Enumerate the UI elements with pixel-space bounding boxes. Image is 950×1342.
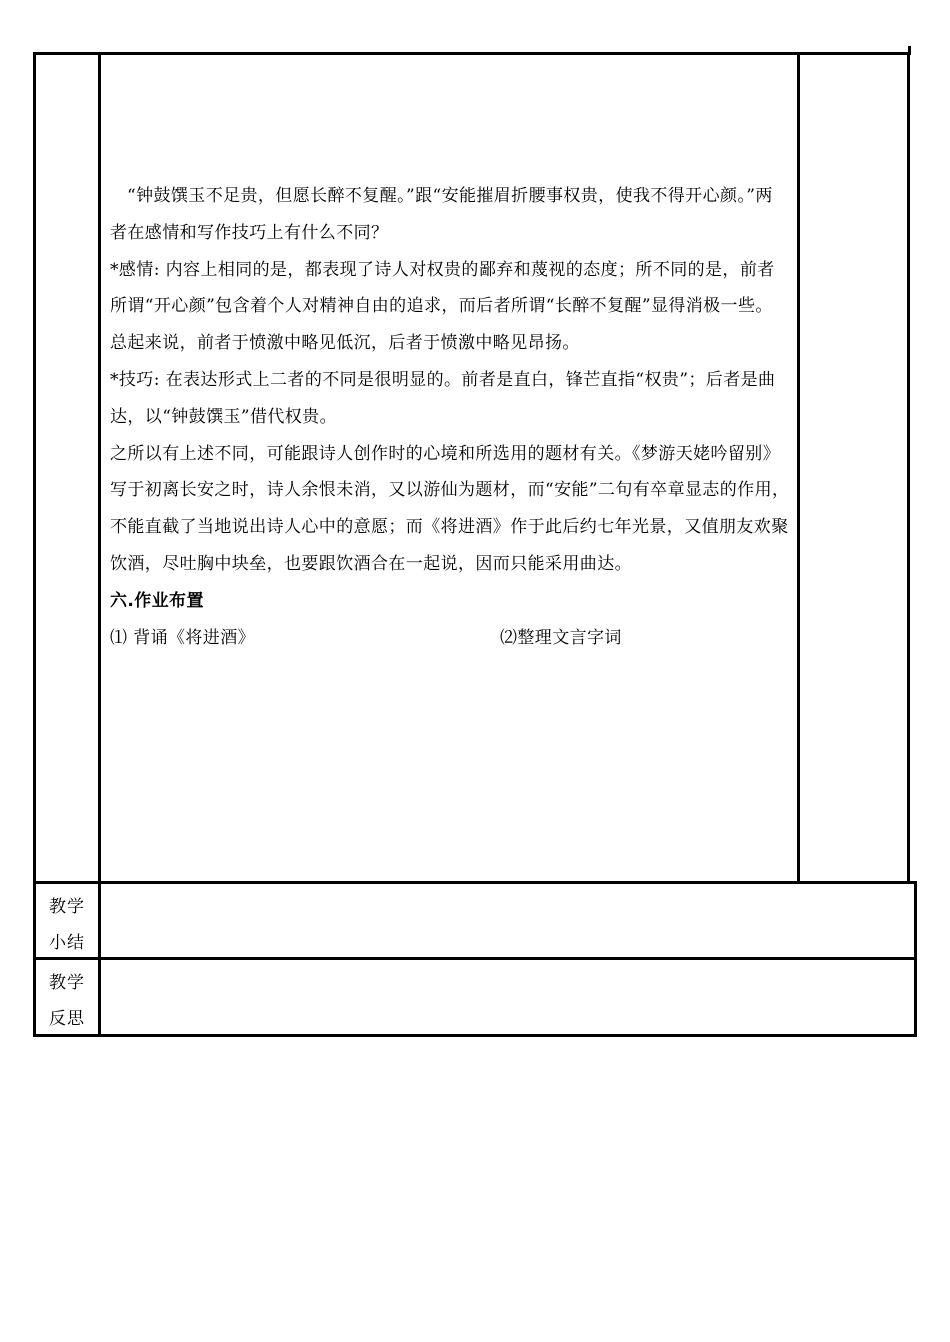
reflection-label-line-1: 教学 bbox=[49, 973, 85, 993]
row-divider-2 bbox=[33, 957, 917, 960]
summary-label bbox=[34, 889, 100, 961]
table-top-border bbox=[33, 52, 911, 55]
homework-items bbox=[110, 620, 790, 657]
question-paragraph: “钟鼓馔玉不足贵，但愿长醉不复醒。”跟“安能摧眉折腰事权贵，使我不得开心颜。”两者在感情和写作技巧上有什么不同？ bbox=[110, 186, 773, 243]
outer-right-border bbox=[907, 52, 910, 884]
technique-paragraph: *技巧: 在表达形式上二者的不同是很明显的。前者是直白，锋芒直指“权贵”；后者是曲达，以“钟鼓馔玉”借代权贵。 bbox=[110, 369, 776, 427]
homework-heading: 六.作业布置 bbox=[110, 590, 204, 611]
lesson-content bbox=[110, 178, 790, 656]
row-divider-1 bbox=[33, 881, 917, 884]
homework-item-2: ⑵整理文言字词 bbox=[500, 627, 622, 648]
content-right-border bbox=[797, 52, 800, 884]
reflection-label bbox=[34, 965, 100, 1037]
homework-item-1: ⑴ 背诵《将进酒》 bbox=[110, 627, 256, 648]
reflection-label-line-2: 反思 bbox=[49, 1009, 85, 1029]
table-bottom-border bbox=[33, 1034, 917, 1037]
summary-label-line-2: 小结 bbox=[49, 933, 85, 953]
summary-label-line-1: 教学 bbox=[49, 897, 85, 917]
reason-paragraph: 之所以有上述不同，可能跟诗人创作时的心境和所选用的题材有关。《梦游天姥吟留别》写于初离长安之时，诗人余恨未消，又以游仙为题材，而“安能”二句有卒章显志的作用，不能直截了当地说出诗人心中的意愿；而《将进酒》作于此后约七年光景，又值朋友欢聚饮酒，尽吐胸中块垒，也要跟饮酒合在一起说，因而只能采用曲达。 bbox=[110, 443, 790, 574]
emotion-paragraph: *感情: 内容上相同的是，都表现了诗人对权贵的鄙弃和蔑视的态度；所不同的是，前者所谓“开心颜”包含着个人对精神自由的追求，而后者所谓“长醉不复醒”显得消极一些。总起来说，前者于愤激中略见低沉，后者于愤激中略见昂扬。 bbox=[110, 259, 775, 354]
